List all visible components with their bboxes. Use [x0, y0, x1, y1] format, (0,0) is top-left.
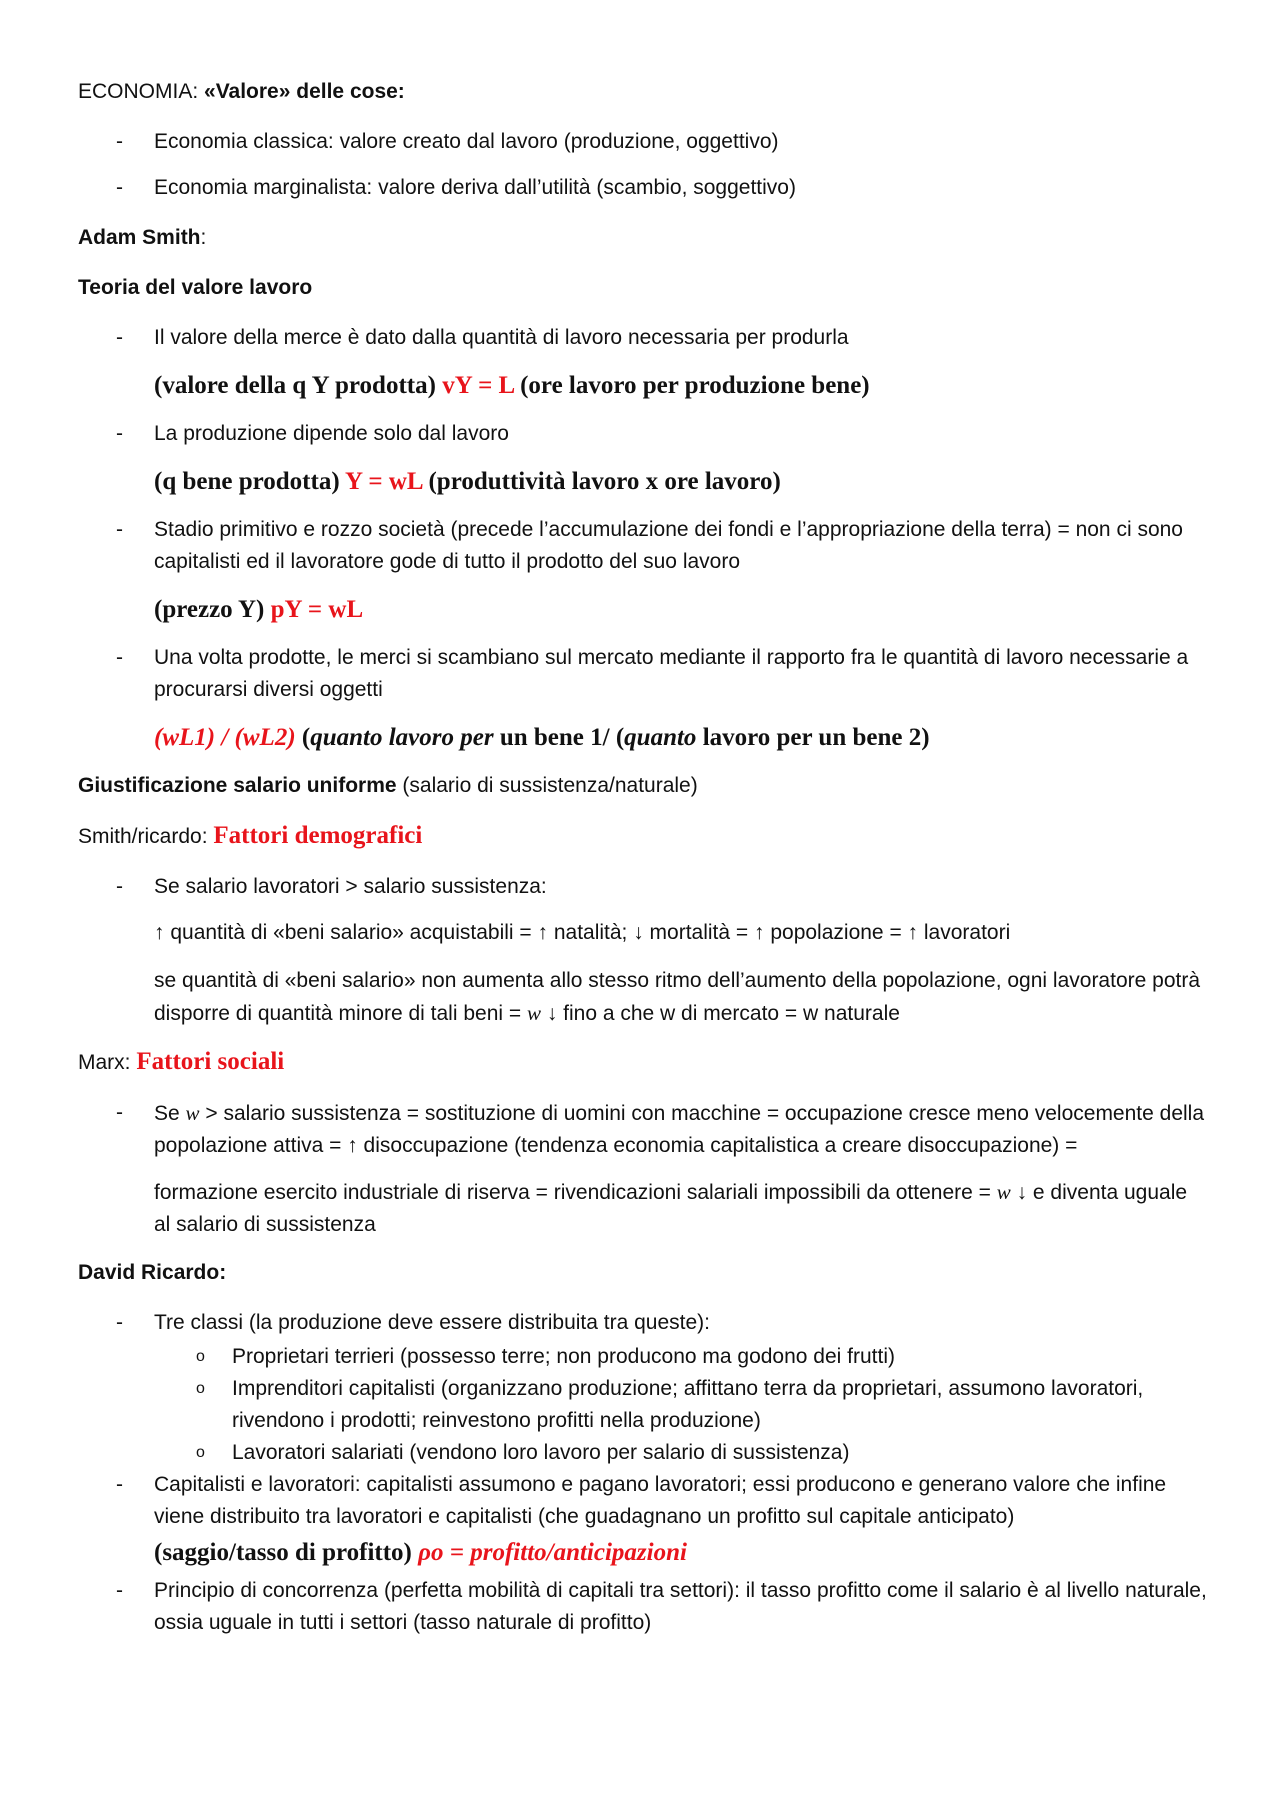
- sr-p2-text: ↓ fino a che w di mercato = w naturale: [540, 1002, 900, 1025]
- w-symbol: w: [526, 1001, 541, 1025]
- formula-text: (valore della q Y prodotta): [154, 372, 443, 399]
- ricardo-bullet-1: Tre classi (la produzione deve essere distribuita tra queste):: [154, 1311, 710, 1334]
- formula-red: Y = wL: [344, 468, 423, 495]
- list-item: [78, 418, 1208, 450]
- smith-heading: Adam Smith: [78, 226, 201, 249]
- sub-list-item: [78, 1373, 1208, 1437]
- ricardo-bullet-3: Principio di concorrenza (perfetta mobilità di capitali tra settori): il tasso profitto come il salario è al livello naturale, ossia uguale in tutti i settori (tasso naturale di profitto): [154, 1579, 1207, 1634]
- formula-italic: quanto: [624, 724, 697, 751]
- formula-text: (q bene prodotta): [154, 468, 345, 495]
- ricardo-heading: David Ricardo:: [78, 1261, 227, 1284]
- ricardo-sub-1: Proprietari terrieri (possesso terre; non producono ma godono dei frutti): [232, 1345, 895, 1368]
- w-symbol: w: [185, 1101, 200, 1125]
- formula-produzione: [154, 464, 1208, 500]
- sr-p2-text: se quantità di «beni salario» non aumenta allo stesso ritmo dell’aumento della popolazione, ogni lavoratore potrà disporre di quantità minore di tali beni =: [154, 969, 1201, 1025]
- list-item: [78, 1307, 1208, 1339]
- list-item: [78, 126, 1208, 158]
- salario-heading-suffix: (salario di sussistenza/naturale): [396, 774, 698, 797]
- formula-text: (ore lavoro per produzione bene): [513, 372, 870, 399]
- dash-bullet-icon: -: [116, 1473, 123, 1496]
- section-heading-smith: [78, 222, 1208, 254]
- marx-paragraph-1: [154, 1176, 1208, 1241]
- dash-bullet-icon: -: [116, 518, 123, 541]
- list-item: [78, 1097, 1208, 1162]
- section-heading-salario: [78, 770, 1208, 802]
- dash-bullet-icon: -: [116, 130, 123, 153]
- sub-list-item: [78, 1341, 1208, 1373]
- title-bold: «Valore» delle cose:: [204, 80, 405, 103]
- formula-prezzo: [154, 592, 1208, 628]
- smith-bullet-4: Una volta prodotte, le merci si scambiano sul mercato mediante il rapporto fra le quantità di lavoro necessarie a procurarsi diversi oggetti: [154, 646, 1189, 701]
- sr-bullet-1: Se salario lavoratori > salario sussistenza:: [154, 875, 547, 898]
- salario-heading: Giustificazione salario uniforme: [78, 774, 397, 797]
- list-item: [78, 1575, 1208, 1639]
- marx-p1-text: ↓ e diventa uguale al salario di sussistenza: [154, 1181, 1188, 1236]
- dash-bullet-icon: -: [116, 1579, 123, 1602]
- circle-bullet-icon: o: [196, 1348, 205, 1365]
- title-prefix: ECONOMIA:: [78, 80, 205, 103]
- formula-red: vY = L: [442, 372, 514, 399]
- formula-valore: [154, 368, 1208, 404]
- formula-text: (saggio/tasso di profitto): [154, 1539, 419, 1566]
- formula-text: un bene 1/ (: [493, 724, 625, 751]
- marx-p1-text: formazione esercito industriale di riserva = rivendicazioni salariali impossibili da ottenere =: [154, 1181, 997, 1204]
- sr-red-heading: Fattori demografici: [213, 822, 423, 849]
- smith-bullet-1: Il valore della merce è dato dalla quantità di lavoro necessaria per produrla: [154, 326, 849, 349]
- circle-bullet-icon: o: [196, 1444, 205, 1461]
- smith-subheading: Teoria del valore lavoro: [78, 276, 313, 299]
- formula-profitto: [154, 1535, 1208, 1571]
- list-item: [78, 514, 1208, 578]
- document-page: [78, 76, 1208, 1653]
- smith-bullet-2: La produzione dipende solo dal lavoro: [154, 422, 509, 445]
- dash-bullet-icon: -: [116, 875, 123, 898]
- dash-bullet-icon: -: [116, 326, 123, 349]
- formula-text: (: [295, 724, 311, 751]
- dash-bullet-icon: -: [116, 1311, 123, 1334]
- sub-list-item: [78, 1437, 1208, 1469]
- list-item: [78, 1469, 1208, 1533]
- ricardo-sub-2: Imprenditori capitalisti (organizzano produzione; affittano terra da proprietari, assumono lavoratori, rivendono i prodotti; reinvestono profitti nella produzione): [232, 1377, 1144, 1432]
- list-item: [78, 322, 1208, 354]
- smith-bullet-3: Stadio primitivo e rozzo società (precede l’accumulazione dei fondi e l’appropriazione della terra) = non ci sono capitalisti ed il lavoratore gode di tutto il prodotto del suo lavoro: [154, 518, 1183, 573]
- dash-bullet-icon: -: [116, 646, 123, 669]
- w-symbol: w: [996, 1180, 1011, 1204]
- marx-b1-text: Se: [154, 1102, 186, 1125]
- formula-red: ρo = profitto/anticipazioni: [418, 1539, 687, 1566]
- sr-paragraph-1: ↑ quantità di «beni salario» acquistabili = ↑ natalità; ↓ mortalità = ↑ popolazione = ↑ lavoratori: [154, 921, 1011, 944]
- dash-bullet-icon: -: [116, 176, 123, 199]
- marx-red-heading: Fattori sociali: [136, 1048, 285, 1075]
- formula-red: pY = wL: [270, 596, 364, 623]
- ricardo-sub-3: Lavoratori salariati (vendono loro lavoro per salario di sussistenza): [232, 1441, 850, 1464]
- list-item: [78, 172, 1208, 204]
- marx-prefix: Marx:: [78, 1051, 137, 1074]
- formula-italic: quanto lavoro per: [310, 724, 494, 751]
- smith-ricardo-heading: [78, 820, 1208, 853]
- formula-text: lavoro per un bene 2): [696, 724, 930, 751]
- dash-bullet-icon: -: [116, 422, 123, 445]
- marx-b1-text: > salario sussistenza = sostituzione di uomini con macchine = occupazione cresce meno velocemente della popolazione attiva = ↑ disoccupazione (tendenza economia capitalistica a creare disoccupazione) =: [154, 1102, 1205, 1157]
- formula-text: (prezzo Y): [154, 596, 271, 623]
- list-item: [78, 871, 1208, 903]
- marx-heading: [78, 1046, 1208, 1079]
- intro-classica: Economia classica: valore creato dal lavoro (produzione, oggettivo): [154, 130, 779, 153]
- dash-bullet-icon: -: [116, 1101, 123, 1124]
- formula-scambio: [154, 720, 1208, 756]
- intro-marginalista: Economia marginalista: valore deriva dall’utilità (scambio, soggettivo): [154, 176, 796, 199]
- formula-red: (wL1) / (wL2): [154, 724, 296, 751]
- list-item: [78, 642, 1208, 706]
- document-title: [78, 76, 1208, 108]
- smith-heading-suffix: :: [200, 226, 207, 249]
- sr-prefix: Smith/ricardo:: [78, 825, 214, 848]
- ricardo-bullet-2: Capitalisti e lavoratori: capitalisti assumono e pagano lavoratori; essi producono e generano valore che infine viene distribuito tra lavoratori e capitalisti (che guadagnano un profitto sul capitale anticipato): [154, 1473, 1167, 1528]
- sr-paragraph-2: [154, 965, 1208, 1030]
- circle-bullet-icon: o: [196, 1380, 205, 1397]
- formula-text: (produttività lavoro x ore lavoro): [422, 468, 781, 495]
